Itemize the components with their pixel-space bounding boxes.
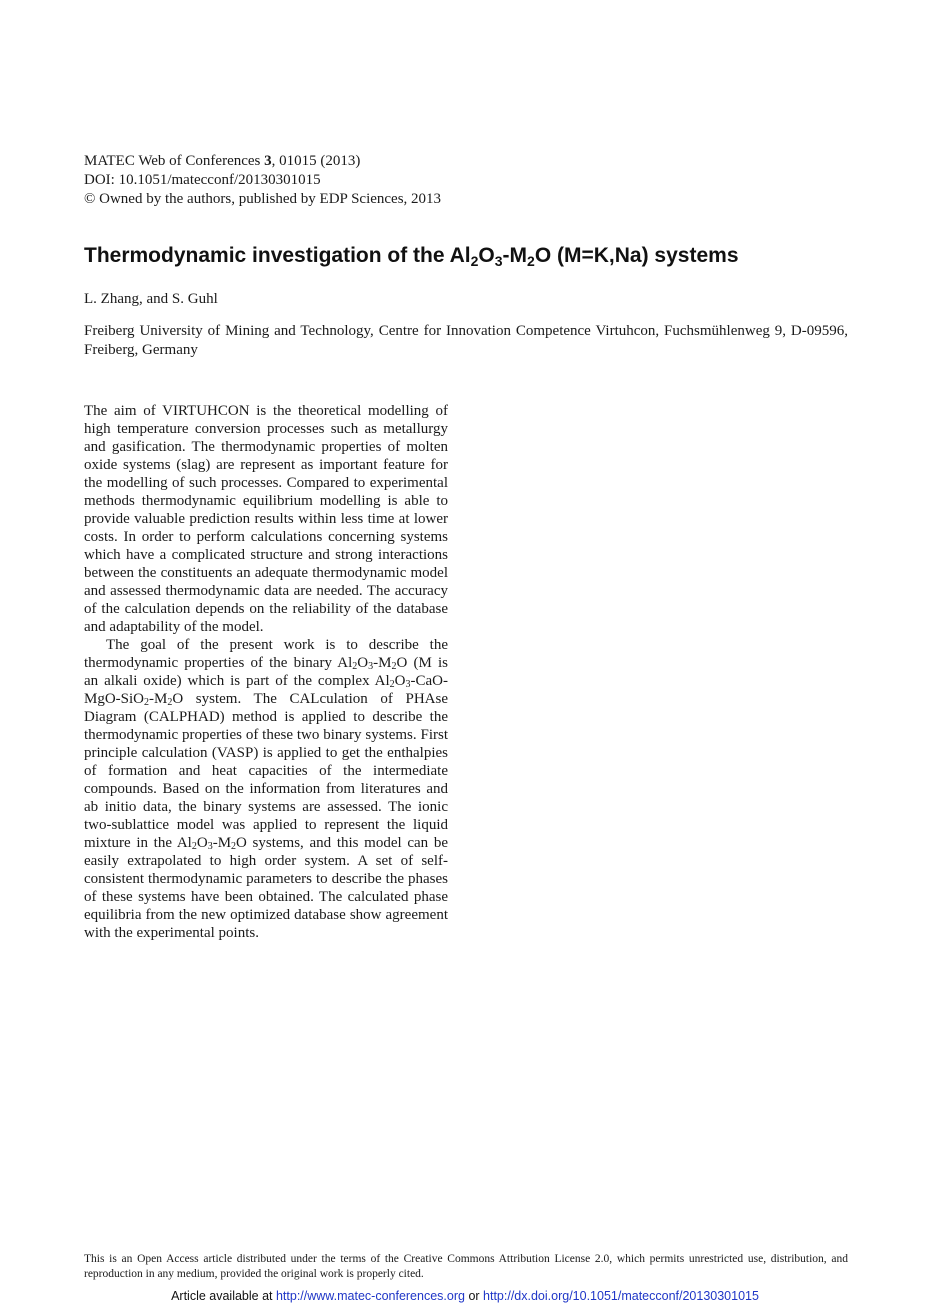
affiliation: Freiberg University of Mining and Technology, Centre for Innovation Competence Virtuhcon, Fuchsmühlenweg 9, D-09596, Freiberg, Germany xyxy=(84,323,848,358)
matec-link[interactable]: http://www.matec-conferences.org xyxy=(275,1289,465,1303)
license-notice: This is an Open Access article distributed under the terms of the Creative Commons Attribution License 2.0, which permits unrestricted use, distribution, and reproduction in any medium, provided the original work is properly cited. xyxy=(84,1253,848,1280)
doi-link[interactable]: http://dx.doi.org/10.1051/matecconf/20130301015 xyxy=(483,1289,759,1303)
paper-title: Thermodynamic investigation of the $Al_2O_3-M_2O$ (M=K,Na) systems xyxy=(84,244,739,269)
journal-volume: 3 xyxy=(264,153,272,169)
article-availability: Article available at http://www.matec-conferences.org or http://dx.doi.org/10.1051/matecconf/20130301015 xyxy=(171,1289,759,1303)
authors: L. Zhang, and S. Guhl xyxy=(84,291,218,307)
journal-article-number: , 01015 (2013) xyxy=(271,153,361,169)
abstract-paragraph-1: The aim of VIRTUHCON is the theoretical modelling of high temperature conversion processes such as metallurgy and gasification. The thermodynamic properties of molten oxide systems (slag) are represent as important feature for the modelling of such processes. Compared to experimental methods thermodynamic equilibrium modelling is able to provide valuable prediction results within less time at lower costs. In order to perform calculations concerning systems which have a complicated structure and strong interactions between the constituents an adequate thermodynamic model and assessed thermodynamic data are needed. The accuracy of the calculation depends on the reliability of the database and adaptability of the model. xyxy=(84,403,448,635)
copyright-line: © Owned by the authors, published by EDP Sciences, 2013 xyxy=(84,191,442,207)
abstract-paragraph-2: The goal of the present work is to describe the thermodynamic properties of the binary $Al_2O_3-M_2O$ (M is an alkali oxide) which is part of the complex $Al_2O_3-CaO-MgO-SiO_2-M_2O$ system. The CALculation of PHAse Diagram (CALPHAD) method is applied to describe the thermodynamic properties of these two binary systems. First principle calculation (VASP) is applied to get the enthalpies of formation and heat capacities of the intermediate compounds. Based on the information from literatures and ab initio data, the binary systems are assessed. The ionic two-sublattice model was applied to represent the liquid mixture in the $Al_2O_3-M_2O$ systems, and this model can be easily extrapolated to high order system. A set of self-consistent thermodynamic parameters to describe the phases of these systems have been obtained. The calculated phase equilibria from the new optimized database show agreement with the experimental points. xyxy=(84,637,448,941)
journal-citation xyxy=(84,152,360,171)
doi-line: DOI: 10.1051/matecconf/20130301015 xyxy=(84,172,321,188)
abstract xyxy=(84,402,448,942)
journal-name: MATEC Web of Conferences xyxy=(84,153,265,169)
